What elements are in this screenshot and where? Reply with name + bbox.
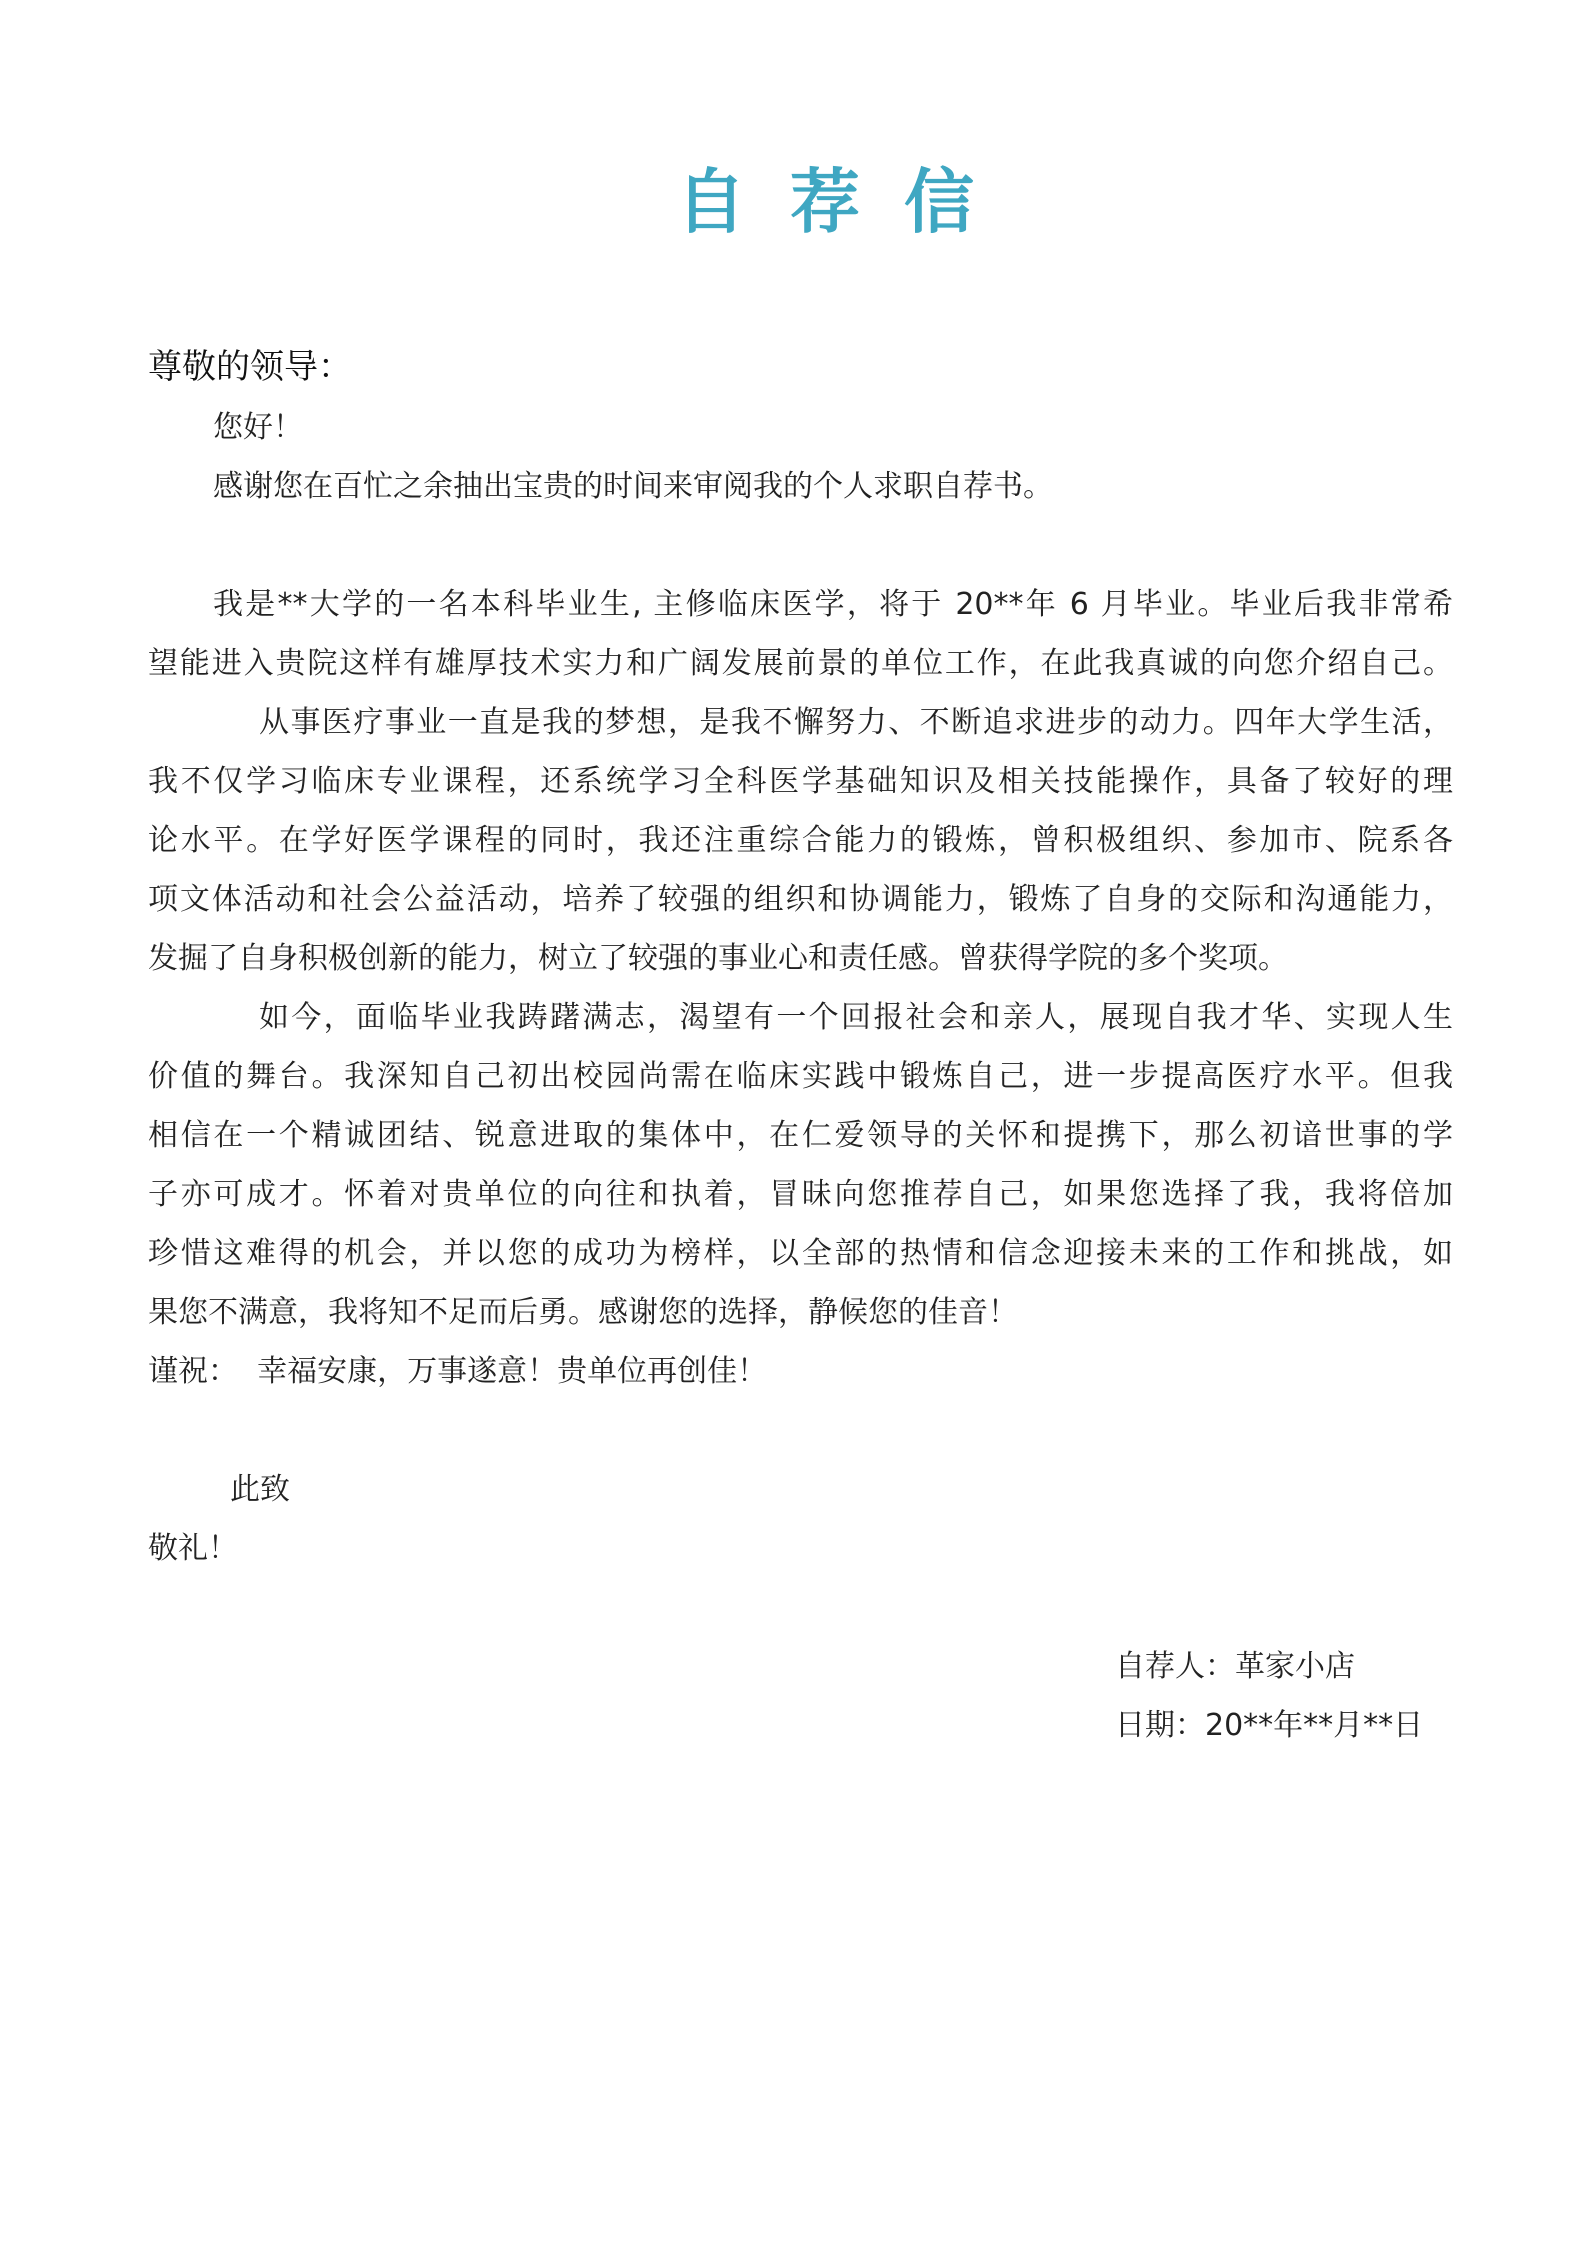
signature-author: 自荐人：革家小店 xyxy=(1115,1649,1355,1684)
paragraph-line: 果您不满意，我将知不足而后勇。感谢您的选择，静候您的佳音！ xyxy=(148,1295,1018,1330)
salutation: 尊敬的领导： xyxy=(148,347,352,387)
paragraph-line: 望能进入贵院这样有雄厚技术实力和广阔发展前景的单位工作，在此我真诚的向您介绍自己。 xyxy=(148,646,1453,681)
paragraph-line: 珍惜这难得的机会，并以您的成功为榜样，以全部的热情和信念迎接未来的工作和挑战，如 xyxy=(148,1236,1453,1271)
paragraph-experience xyxy=(148,693,1453,988)
paragraph-line: 如今，面临毕业我踌躇满志，渴望有一个回报社会和亲人，展现自我才华、实现人生 xyxy=(259,1000,1453,1035)
greeting-line: 您好！ xyxy=(213,410,303,445)
paragraph-line: 价值的舞台。我深知自己初出校园尚需在临床实践中锻炼自己，进一步提高医疗水平。但我 xyxy=(148,1059,1453,1094)
paragraph-line: 项文体活动和社会公益活动，培养了较强的组织和协调能力，锻炼了自身的交际和沟通能力， xyxy=(148,882,1453,917)
paragraph-line: 从事医疗事业一直是我的梦想，是我不懈努力、不断追求进步的动力。四年大学生活， xyxy=(259,705,1453,740)
paragraph-line: 论水平。在学好医学课程的同时，我还注重综合能力的锻炼，曾积极组织、参加市、院系各 xyxy=(148,823,1453,858)
paragraph-line: 子亦可成才。怀着对贵单位的向往和执着，冒昧向您推荐自己，如果您选择了我，我将倍加 xyxy=(148,1177,1453,1212)
paragraph-line: 发掘了自身积极创新的能力，树立了较强的事业心和责任感。曾获得学院的多个奖项。 xyxy=(148,941,1288,976)
paragraph-line: 相信在一个精诚团结、锐意进取的集体中，在仁爱领导的关怀和提携下，那么初谙世事的学 xyxy=(148,1118,1453,1153)
signature-date: 日期：20**年**月**日 xyxy=(1115,1708,1424,1743)
closing-jingli: 敬礼！ xyxy=(148,1531,238,1566)
blank-line xyxy=(148,1578,1453,1637)
blank-line xyxy=(148,516,1453,575)
thanks-line: 感谢您在百忙之余抽出宝贵的时间来审阅我的个人求职自荐书。 xyxy=(213,469,1053,504)
blank-line xyxy=(148,1401,1453,1460)
paragraph-line: 我不仅学习临床专业课程，还系统学习全科医学基础知识及相关技能操作，具备了较好的理 xyxy=(148,764,1453,799)
paragraph-aspiration xyxy=(148,988,1453,1342)
letter-body xyxy=(148,398,1453,1755)
paragraph-intro xyxy=(148,575,1453,693)
closing-cizhi: 此致 xyxy=(230,1472,290,1507)
paragraph-line: 我是**大学的一名本科毕业生, 主修临床医学，将于 20**年 6 月毕业。毕业后我非常希 xyxy=(213,587,1453,622)
letter-title: 自荐信 xyxy=(676,161,1018,243)
wishes-line: 谨祝： 幸福安康，万事遂意！贵单位再创佳！ xyxy=(148,1354,768,1389)
